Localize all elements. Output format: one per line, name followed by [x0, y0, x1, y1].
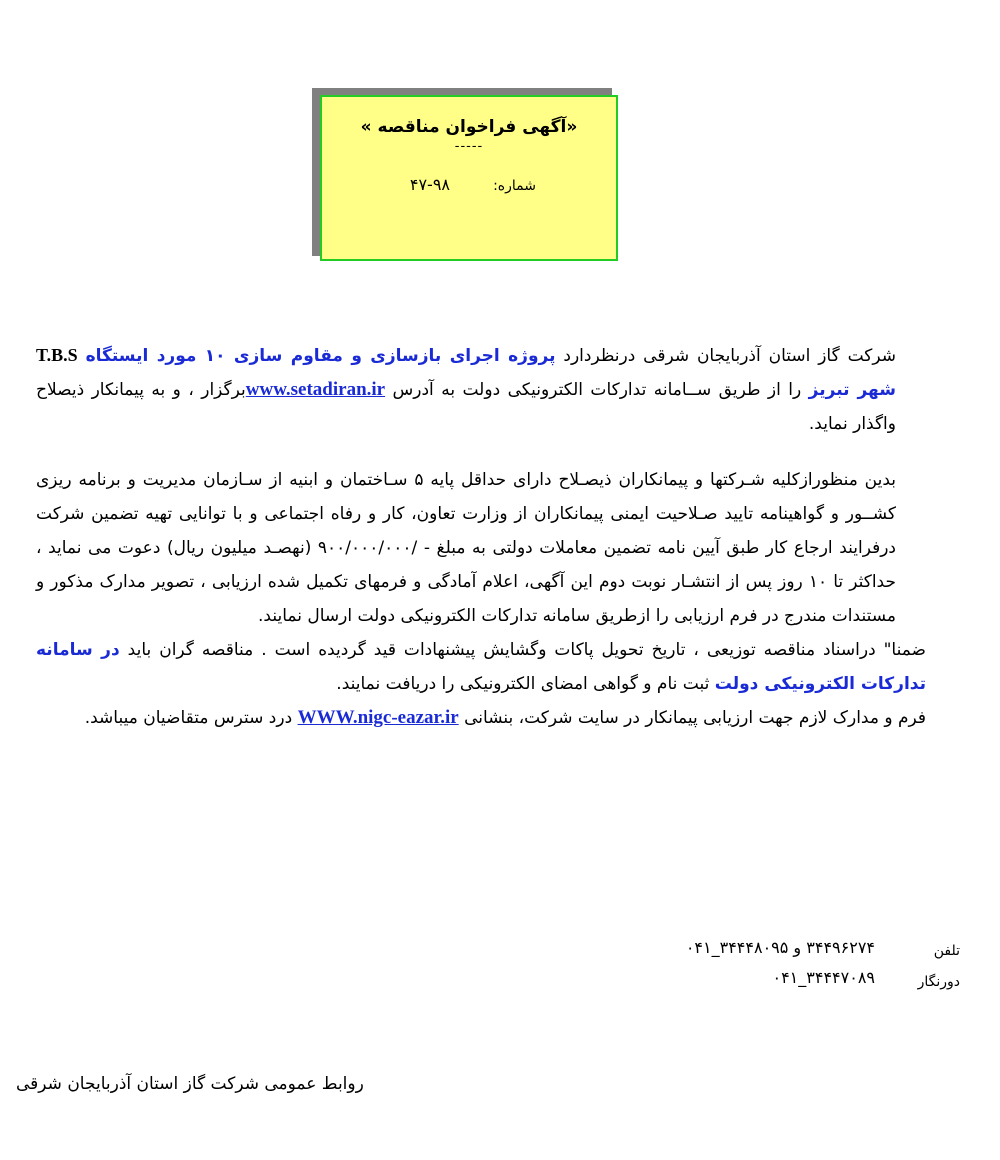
nigc-link[interactable]: WWW.nigc-eazar.ir: [297, 707, 459, 728]
city-label: شهر تبریز: [808, 380, 896, 400]
p3-text-b: ثبت نام و گواهی امضای الکترونیکی را دریافت نمایند.: [336, 674, 715, 694]
number-value: ۹۸-۴۷: [409, 175, 450, 194]
p3-text-a: ضمنا" دراسناد مناقصه توزیعی ، تاریخ تحویل پاکات وگشایش پیشنهادات قید گردیده است . مناقصه گران باید: [119, 640, 926, 660]
announcement-title: «آگهی فراخوان مناقصه »: [360, 117, 578, 137]
announcement-body: [36, 338, 926, 735]
setadiran-link[interactable]: www.setadiran.ir: [245, 379, 386, 400]
p1-text-c: برگزار ، و به پیمانکار ذیصلاح واگذار نماید.: [36, 380, 896, 434]
paragraph-4: [36, 701, 926, 735]
number-label: شماره:: [493, 178, 536, 194]
fax-value: ۳۴۴۴۷۰۸۹_۰۴۱: [772, 968, 875, 987]
p1-text-b: را از طریق ســامانه تدارکات الکترونیکی دولت به آدرس: [385, 380, 809, 400]
phone-label: تلفن: [933, 943, 960, 959]
tbs-label: T.B.S: [36, 345, 78, 365]
paragraph-2: بدین منظورازکلیه شـرکتها و پیمانکاران ذیصـلاح دارای حداقل پایه ۵ سـاختمان و ابنیه از سـازمان مدیریت و برنامه ریزی کشــور و گواهینامه تایید صـلاحیت ایمنی پیمانکاران از وزارت تعاون، کار و رفاه اجتماعی و با توانایی تهیه تضمین شرکت درفرایند ارجاع کار طبق آیین نامه تضمین معاملات دولتی به مبلغ - /۹۰۰/۰۰۰/۰۰۰ (نهصـد میلیون ریال) دعوت می نماید ، حداکثر تا ۱۰ روز پس از انتشـار نوبت دوم این آگهی، اعلام آمادگی و فرمهای تکمیل شده ارزیابی ، تصویر مدارک مذکور و مستندات مندرج در فرم ارزیابی را ازطریق سامانه تدارکات الکترونیکی دولت ارسال نمایند.: [36, 470, 896, 626]
p1-text-a: شرکت گاز استان آذربایجان شرقی درنظردارد: [555, 346, 896, 366]
fax-label: دورنگار: [917, 974, 960, 990]
announcement-number: [410, 175, 536, 194]
footer-signature: روابط عمومی شرکت گاز استان آذربایجان شرقی: [16, 1074, 364, 1094]
title-box: [320, 95, 618, 261]
contact-info: [560, 938, 960, 998]
phone-value: ۳۴۴۹۶۲۷۴ و ۳۴۴۴۸۰۹۵_۰۴۱: [685, 938, 875, 957]
title-dashes: -----: [454, 139, 484, 154]
project-title: پروژه اجرای بازسازی و مقاوم سازی ۱۰ مورد ایستگاه: [85, 346, 556, 366]
setad-system-label: در سامانه تدارکات الکترونیکی دولت: [36, 640, 926, 694]
p4-text-a: فرم و مدارک لازم جهت ارزیابی پیمانکار در سایت شرکت، بنشانی: [458, 708, 926, 728]
paragraph-3: [36, 633, 926, 701]
p4-text-b: درد سترس متقاضیان میباشد.: [84, 708, 298, 728]
paragraph-1: [36, 338, 926, 441]
